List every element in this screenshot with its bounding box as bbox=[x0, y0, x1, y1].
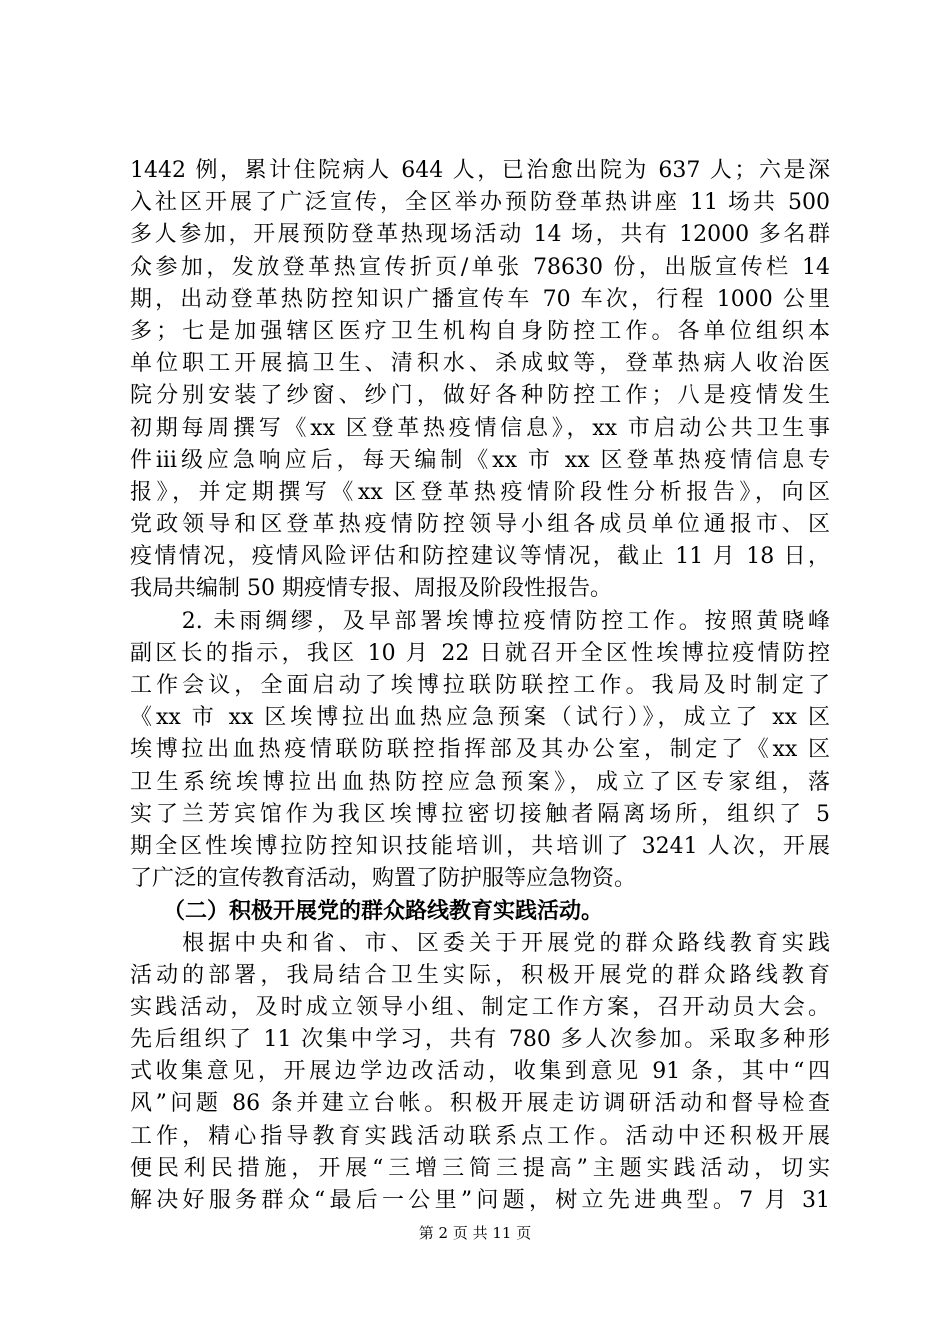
text-line: 了广泛的宣传教育活动，购置了防护服等应急物资。 bbox=[130, 866, 637, 892]
text-line: 工作会议，全面启动了埃博拉联防联控工作。我局及时制定了 bbox=[130, 673, 830, 698]
text-line: 件ⅲ级应急响应后，每天编制《xx 市 xx 区登革热疫情信息专 bbox=[130, 447, 830, 473]
text-line: 初期每周撰写《xx 区登革热疫情信息》，xx 市启动公共卫生事 bbox=[130, 415, 830, 441]
text-line: 1442 例，累计住院病人 644 人，已治愈出院为 637 人；六是深 bbox=[130, 158, 830, 183]
page-footer: 第 2 页 共 11 页 bbox=[418, 1224, 532, 1242]
text-line: 我局共编制 50 期疫情专报、周报及阶段性报告。 bbox=[130, 576, 612, 602]
text-line: 多人参加，开展预防登革热现场活动 14 场，共有 12000 多名群 bbox=[130, 222, 830, 248]
text-line: 便民利民措施，开展“三增三简三提高”主题实践活动，切实 bbox=[130, 1155, 830, 1181]
text-line: 期，出动登革热防控知识广播宣传车 70 车次，行程 1000 公里 bbox=[130, 286, 830, 312]
document-body bbox=[130, 155, 830, 1217]
text-line: 《xx 市 xx 区埃博拉出血热应急预案（试行）》，成立了 xx 区 bbox=[130, 705, 830, 731]
text-line: 众参加，发放登革热宣传折页/单张 78630 份，出版宣传栏 14 bbox=[130, 254, 830, 280]
text-line: 报》，并定期撰写《xx 区登革热疫情阶段性分析报告》，向区 bbox=[130, 479, 830, 505]
text-line: 单位职工开展搞卫生、清积水、杀成蚊等，登革热病人收治医 bbox=[130, 351, 830, 377]
text-line: 埃博拉出血热疫情联防联控指挥部及其办公室，制定了《xx 区 bbox=[130, 737, 830, 763]
text-line: 根据中央和省、市、区委关于开展党的群众路线教育实践 bbox=[130, 930, 830, 956]
text-line: 期全区性埃博拉防控知识技能培训，共培训了 3241 人次，开展 bbox=[130, 833, 830, 859]
section-heading: （二）积极开展党的群众路线教育实践活动。 bbox=[130, 898, 604, 925]
text-line: 风”问题 86 条并建立台帐。积极开展走访调研活动和督导检查 bbox=[130, 1091, 830, 1117]
text-line: 党政领导和区登革热疫情防控领导小组各成员单位通报市、区 bbox=[130, 512, 830, 538]
text-line: 多；七是加强辖区医疗卫生机构自身防控工作。各单位组织本 bbox=[130, 318, 830, 344]
text-line: 2. 未雨绸缪，及早部署埃博拉疫情防控工作。按照黄晓峰 bbox=[130, 608, 830, 634]
text-line: 实了兰芳宾馆作为我区埃博拉密切接触者隔离场所，组织了 5 bbox=[130, 801, 830, 827]
text-line: 解决好服务群众“最后一公里”问题，树立先进典型。7 月 31 bbox=[130, 1188, 830, 1213]
text-line: 活动的部署，我局结合卫生实际，积极开展党的群众路线教育 bbox=[130, 962, 830, 988]
text-line: 入社区开展了广泛宣传，全区举办预防登革热讲座 11 场共 500 bbox=[130, 190, 830, 216]
text-line: 疫情情况，疫情风险评估和防控建议等情况，截止 11 月 18 日， bbox=[130, 544, 830, 570]
text-line: 先后组织了 11 次集中学习，共有 780 多人次参加。采取多种形 bbox=[130, 1027, 830, 1053]
text-line: 实践活动，及时成立领导小组、制定工作方案，召开动员大会。 bbox=[130, 994, 830, 1020]
text-line: 式收集意见，开展边学边改活动，收集到意见 91 条，其中“四 bbox=[130, 1059, 830, 1085]
text-line: 院分别安装了纱窗、纱门，做好各种防控工作；八是疫情发生 bbox=[130, 383, 830, 409]
text-line: 卫生系统埃博拉出血热防控应急预案》，成立了区专家组，落 bbox=[130, 769, 830, 795]
text-line: 工作，精心指导教育实践活动联系点工作。活动中还积极开展 bbox=[130, 1123, 830, 1149]
text-line: 副区长的指示，我区 10 月 22 日就召开全区性埃博拉疫情防控 bbox=[130, 640, 830, 666]
